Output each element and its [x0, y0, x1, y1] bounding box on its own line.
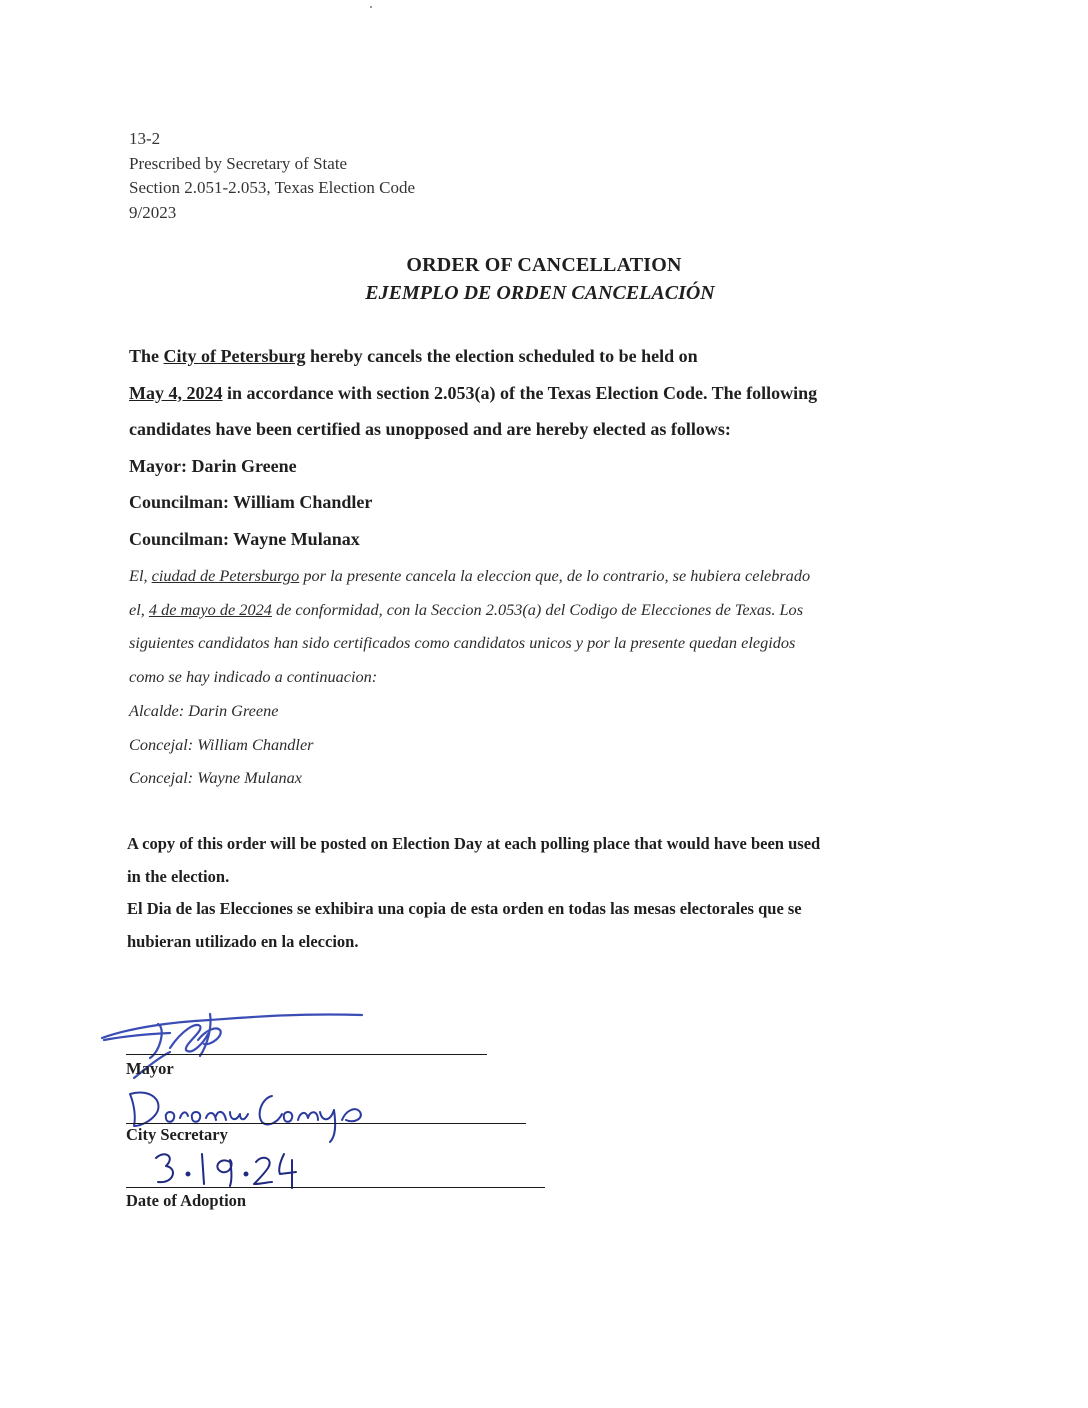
english-order — [129, 338, 959, 557]
city-secretary-signature-line — [126, 1123, 526, 1124]
scan-speck — [370, 6, 372, 8]
posting-notice — [127, 828, 967, 958]
entity-name-spanish: ciudad de Petersburgo — [151, 566, 300, 585]
text-fragment: hereby cancels the election scheduled to be held on — [305, 346, 698, 366]
candidate-councilman-1: Councilman: William Chandler — [129, 492, 373, 512]
candidato-concejal-2: Concejal: Wayne Mulanax — [129, 768, 303, 788]
english-order-line-1 — [129, 338, 959, 375]
notice-english-line-1: A copy of this order will be posted on Election Day at each polling place that would have been used — [127, 834, 821, 853]
title-english: ORDER OF CANCELLATION — [406, 254, 682, 276]
city-secretary-label: City Secretary — [126, 1125, 228, 1144]
notice-spanish-line-2: hubieran utilizado en la eleccion. — [127, 931, 359, 951]
form-revision: 9/2023 — [129, 202, 177, 222]
candidato-alcalde: Alcalde: Darin Greene — [129, 700, 279, 720]
code-section: Section 2.051-2.053, Texas Election Code — [129, 178, 416, 197]
spanish-order-line-1 — [129, 559, 959, 593]
date-of-adoption-label: Date of Adoption — [126, 1191, 247, 1210]
text-fragment: in accordance with section 2.053(a) of the Texas Election Code. The following — [222, 382, 818, 403]
candidate-mayor: Mayor: Darin Greene — [129, 455, 297, 476]
election-date: May 4, 2024 — [129, 382, 223, 403]
candidate-councilman-2: Councilman: Wayne Mulanax — [129, 528, 360, 549]
mayor-label: Mayor — [126, 1059, 174, 1078]
text-fragment: The — [129, 346, 164, 366]
form-header — [129, 127, 415, 225]
handwritten-adoption-date — [150, 1148, 300, 1190]
text-fragment: de conformidad, con la Seccion 2.053(a) del Codigo de Elecciones de Texas. Los — [271, 599, 804, 619]
prescribed-by: Prescribed by Secretary of State — [129, 153, 348, 173]
entity-name: City of Petersburg — [163, 346, 306, 366]
election-date-spanish: 4 de mayo de 2024 — [148, 599, 272, 619]
date-of-adoption-line — [126, 1187, 545, 1188]
form-number: 13-2 — [129, 129, 161, 148]
text-fragment: por la presente cancela la eleccion que, de lo contrario, se hubiera celebrado — [299, 566, 811, 585]
text-fragment: el, — [129, 599, 149, 619]
mayor-signature-line — [126, 1054, 487, 1055]
english-order-line-2 — [129, 375, 959, 412]
spanish-order-line-4: como se hay indicado a continuacion: — [129, 667, 378, 687]
notice-english-line-2: in the election. — [127, 866, 230, 886]
notice-spanish-line-1: El Dia de las Elecciones se exhibira una copia de esta orden en todas las mesas electorales que se — [127, 899, 802, 918]
spanish-order-line-3: siguientes candidatos han sido certificados como candidatos unicos y por la presente quedan elegidos — [129, 633, 796, 653]
text-fragment: El, — [129, 566, 152, 585]
english-order-line-3: candidates have been certified as unopposed and are hereby elected as follows: — [129, 419, 731, 439]
candidato-concejal-1: Concejal: William Chandler — [129, 734, 314, 754]
spanish-order-line-2 — [129, 593, 959, 627]
title-spanish: EJEMPLO DE ORDEN CANCELACIÓN — [365, 282, 715, 304]
spanish-order — [129, 559, 959, 795]
